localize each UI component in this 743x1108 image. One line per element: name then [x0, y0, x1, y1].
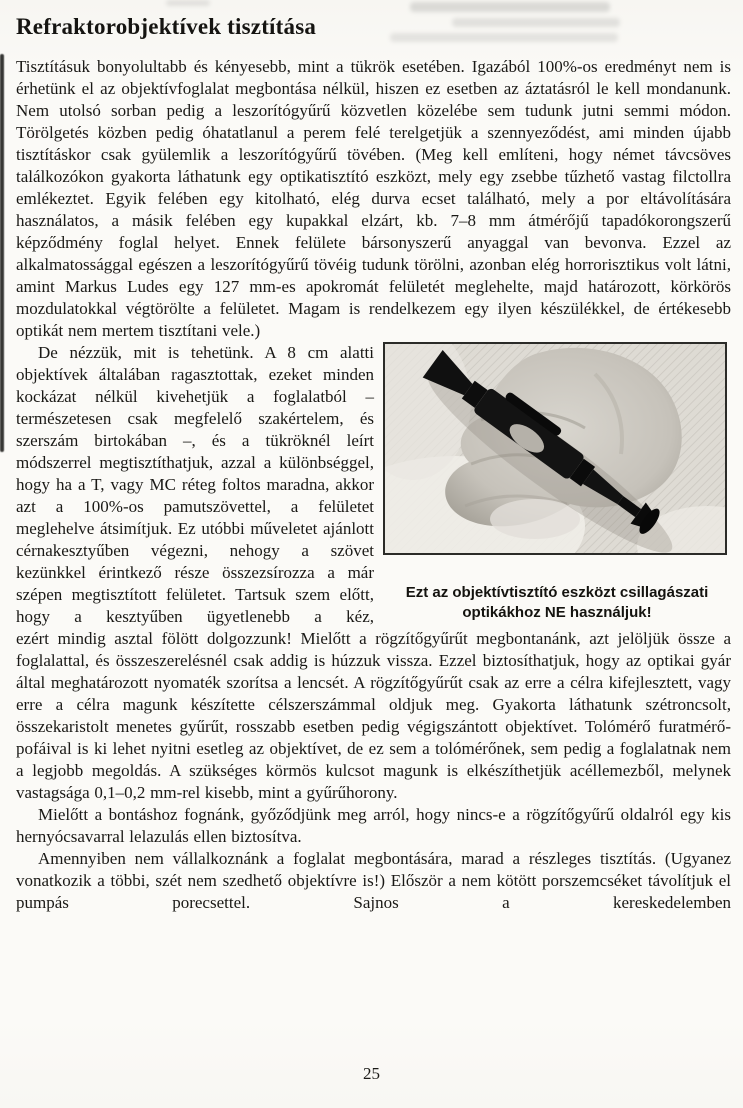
column-paragraph: De nézzük, mit is tehetünk. A 8 cm alatti objektívek általában ragasztottak, ezeket minden kockázat nélkül kivehetjük a foglalatból – természetesen csak megfelelő szakértelem, és szerszám birtokában –, és a tükröknél leírt módszerrel megtisztíthatjuk, azzal a különbséggel, hogy ha a T, vagy MC réteg foltos maradna, akkor azt a 100%-os pamutszövettel, a felületet meglehelve átsimítjuk. Ez utóbbi műveletet ajánlott cérnakesztyűben végezni, nehogy a szövet kezünkkel érintkező része összezsírozza a már szépen megtisztított felületet. Tartsuk szem előtt, hogy a kesztyűben ügyetlenebb a kéz, [16, 343, 374, 626]
hand-holding-cleaning-pen-illustration [385, 344, 727, 555]
page-content [16, 14, 731, 914]
figure-block [383, 342, 731, 623]
text-and-figure-row [16, 342, 731, 628]
bleedthrough-ghost-mark [166, 0, 210, 6]
page-number: 25 [363, 1064, 380, 1083]
photo-caption: Ezt az objektívtisztító eszközt csillagászati optikákhoz NE használjuk! [405, 584, 709, 621]
body-paragraph-4: Amennyiben nem vállalkoznánk a foglalat megbontására, marad a részleges tisztítás. (Ugyanez vonatkozik a többi, szét nem szedhető objektívre is!) Először a nem kötött porszemcséket távolítjuk el pumpás porecsettel. Sajnos a kereskedelemben [16, 849, 731, 912]
left-text-column [16, 342, 374, 628]
page-title: Refraktorobjektívek tisztítása [16, 14, 317, 39]
body-paragraph-3: Mielőtt a bontáshoz fognánk, győződjünk meg arról, hogy nincs-e a rögzítőgyűrű oldalról egy kis hernyócsavarral lelazulás ellen biztosítva. [16, 805, 731, 846]
figure-photo [383, 342, 727, 555]
scan-artifact-left-edge [0, 54, 4, 452]
body-paragraph-1: Tisztításuk bonyolultabb és kényesebb, mint a tükrök esetében. Igazából 100%-os eredményt nem is érhetünk el az objektívfoglalat megbontása nélkül, hiszen ez esetben az áztatásról le kell mondanunk. Nem utolsó sorban pedig a leszorítógyűrű közvetlen közelébe sem tudunk jutni semmi módon. Törölgetés közben pedig óhatatlanul a perem felé terelgetjük a szennyeződést, ami minden újabb tisztításkor csak gyülemlik a leszorítógyűrű tövében. (Meg kell említeni, hogy német távcsöves találkozókon gyakorta láthatunk egy optikatisztító eszközt, mely egy zsebbe tűzhető vastag filctollra emlékeztet. Egyik felében egy kitolható, elég durva ecset található, mely a por eltávolítására használatos, a másik felében egy kupakkal elzárt, kb. 7–8 mm átmérőjű tapadókorongszerű képződmény foglal helyet. Ennek felülete bársonyszerű anyaggal van bevonva. Ezzel az alkalmatossággal egészen a leszorítógyűrű tövéig tudunk törölni, azonban elég horrorisztikus volt látni, amint Markus Ludes egy 127 mm-es apokromát felületét meglehelte, majd határozott, körkörös mozdulatokkal végtörölte a felületet. Magam is rendelkezem egy ilyen készülékkel, de értékesebb optikát nem mertem tisztítani vele.) [16, 57, 731, 340]
body-paragraph-2-continued: ezért mindig asztal fölött dolgozzunk! Mielőtt a rögzítőgyűrűt megbontanánk, azt jelöljük össze a foglalattal, és összeszerelésnél csak addig is húzzuk vissza. Ezzel biztosíthatjuk, hogy az optikai gyár által meghatározott nyomaték szorítsa a lencsét. A rögzítőgyűrűt csak az erre a célra kifejlesztett, vagy erre a célra magunk készítette célszerszámmal oldjuk meg. Gyakorta láthatunk szétroncsolt, összekaristolt menetes gyűrűt, rosszabb esetben pedig végigszántott objektívet. Tolómérő furatmérő-pofáival is ki lehet nyitni esetleg az objektívet, de ez sem a tolómérőnek, sem pedig a foglalatnak nem a legjobb megoldás. A szükséges körmös kulcsot magunk is elkészíthetjük acéllemezből, melynek vastagsága 0,1–0,2 mm-rel kisebb, mint a gyűrűhorony. [16, 629, 731, 802]
bleedthrough-ghost-mark [410, 2, 610, 12]
